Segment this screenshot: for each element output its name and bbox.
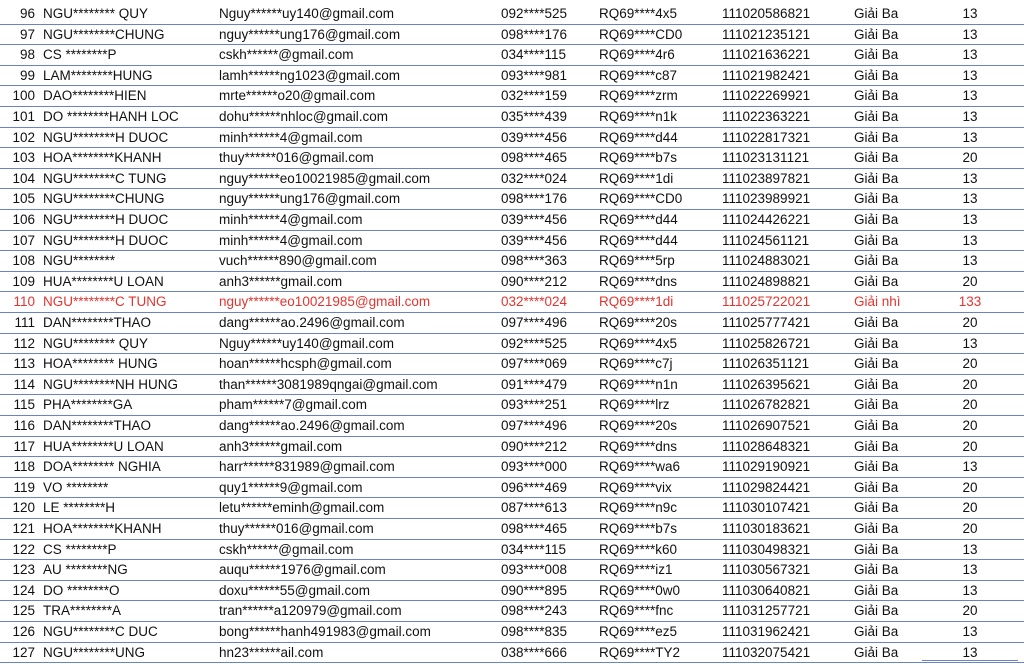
- table-row: [0, 457, 1024, 478]
- cell-phone: 039****456: [501, 212, 568, 227]
- cell-count: 13: [962, 170, 978, 186]
- cell-count: 133: [958, 294, 982, 310]
- table-row: [0, 292, 1024, 313]
- grid-line: [922, 660, 1018, 661]
- cell-name: VO ********: [43, 479, 109, 495]
- table-row: [0, 189, 1024, 210]
- cell-name: LAM********HUNG: [43, 67, 153, 83]
- cell-phone: 092****525: [501, 335, 568, 351]
- cell-phone: 039****456: [501, 232, 568, 248]
- cell-stt: 118: [13, 459, 35, 475]
- cell-email: minh******4@gmail.com: [219, 212, 363, 227]
- table-row: [0, 354, 1024, 375]
- cell-name: NGU******** QUY: [43, 6, 149, 21]
- cell-name: PHA********GA: [43, 397, 133, 413]
- cell-stt: 125: [12, 603, 35, 619]
- cell-phone: 096****469: [501, 479, 568, 495]
- cell-stt: 110: [13, 294, 35, 310]
- table-row: [0, 45, 1024, 66]
- cell-name: NGU********C TUNG: [43, 294, 167, 310]
- cell-name: NGU********H DUOC: [43, 212, 169, 227]
- cell-code: RQ69****b7s: [599, 150, 678, 166]
- cell-stt: 104: [12, 170, 35, 186]
- cell-transaction-id: 111023897821: [722, 170, 811, 186]
- table-row: [0, 66, 1024, 87]
- cell-code: RQ69****vix: [599, 479, 672, 495]
- cell-prize: Giải Ba: [854, 582, 899, 598]
- cell-code: RQ69****20s: [599, 315, 678, 330]
- cell-stt: 117: [13, 438, 35, 454]
- cell-count: 20: [962, 273, 978, 289]
- cell-prize: Giải Ba: [854, 315, 899, 330]
- cell-code: RQ69****n9c: [599, 500, 678, 516]
- cell-count: 13: [962, 67, 978, 83]
- cell-code: RQ69****fnc: [599, 603, 674, 619]
- cell-email: nguy******eo10021985@gmail.com: [219, 170, 431, 186]
- cell-phone: 093****981: [501, 67, 568, 83]
- cell-transaction-id: 111026351121: [722, 356, 810, 372]
- cell-email: thuy******016@gmail.com: [219, 521, 374, 536]
- cell-email: doxu******55@gmail.com: [219, 582, 371, 598]
- cell-phone: 093****000: [501, 459, 568, 475]
- cell-email: anh3******gmail.com: [219, 273, 343, 289]
- cell-phone: 098****176: [501, 26, 568, 42]
- cell-name: NGU********C DUC: [43, 624, 158, 639]
- cell-phone: 034****115: [501, 47, 567, 63]
- cell-stt: 121: [12, 521, 35, 536]
- cell-transaction-id: 111030183621: [722, 521, 811, 536]
- cell-name: NGU********H DUOC: [43, 232, 169, 248]
- cell-code: RQ69****4x5: [599, 6, 678, 21]
- cell-email: vuch******890@gmail.com: [219, 253, 377, 269]
- cell-email: minh******4@gmail.com: [219, 129, 363, 145]
- cell-transaction-id: 111022363221: [722, 109, 811, 124]
- cell-name: TRA********A: [43, 603, 122, 619]
- cell-code: RQ69****zrm: [599, 88, 678, 104]
- cell-count: 13: [962, 459, 978, 475]
- cell-count: 20: [962, 500, 978, 516]
- cell-phone: 091****479: [501, 376, 568, 392]
- cell-transaction-id: 111028648321: [722, 438, 811, 454]
- cell-name: DAN********THAO: [43, 315, 152, 330]
- cell-email: thuy******016@gmail.com: [219, 150, 374, 166]
- cell-phone: 038****666: [501, 644, 568, 660]
- cell-transaction-id: 111031257721: [722, 603, 811, 619]
- table-row: [0, 601, 1024, 622]
- cell-transaction-id: 111024898821: [722, 273, 811, 289]
- table-row: [0, 478, 1024, 499]
- table-row: [0, 25, 1024, 46]
- cell-count: 20: [962, 521, 978, 536]
- cell-count: 13: [962, 129, 978, 145]
- cell-phone: 035****439: [501, 109, 568, 124]
- cell-prize: Giải Ba: [854, 191, 899, 207]
- cell-stt: 124: [12, 582, 35, 598]
- cell-name: HUA********U LOAN: [43, 273, 164, 289]
- cell-count: 20: [962, 397, 978, 413]
- cell-stt: 107: [12, 232, 35, 248]
- cell-count: 13: [962, 624, 978, 639]
- cell-stt: 105: [12, 191, 35, 207]
- cell-name: HUA********U LOAN: [43, 438, 164, 454]
- cell-prize: Giải Ba: [854, 47, 899, 63]
- cell-code: RQ69****lrz: [599, 397, 670, 413]
- cell-prize: Giải Ba: [854, 438, 899, 454]
- cell-transaction-id: 111030498321: [722, 541, 811, 557]
- table-row: [0, 210, 1024, 231]
- cell-transaction-id: 111032075421: [722, 644, 811, 660]
- cell-stt: 120: [12, 500, 35, 516]
- cell-prize: Giải Ba: [854, 541, 899, 557]
- cell-email: tran******a120979@gmail.com: [219, 603, 402, 619]
- cell-name: AU ********NG: [43, 562, 128, 578]
- cell-name: HOA********KHANH: [43, 521, 162, 536]
- cell-email: nguy******eo10021985@gmail.com: [219, 294, 431, 310]
- table-row: [0, 560, 1024, 581]
- table-row: [0, 622, 1024, 643]
- table-row: [0, 416, 1024, 437]
- cell-prize: Giải Ba: [854, 644, 899, 660]
- cell-stt: 115: [13, 397, 35, 413]
- cell-stt: 102: [12, 129, 35, 145]
- cell-count: 13: [962, 644, 978, 660]
- cell-email: lamh******ng1023@gmail.com: [219, 67, 401, 83]
- cell-code: RQ69****b7s: [599, 521, 678, 536]
- table-row: [0, 395, 1024, 416]
- cell-phone: 039****456: [501, 129, 568, 145]
- cell-code: RQ69****k60: [599, 541, 678, 557]
- cell-prize: Giải Ba: [854, 356, 899, 372]
- cell-prize: Giải Ba: [854, 212, 899, 227]
- cell-email: nguy******ung176@gmail.com: [219, 26, 401, 42]
- cell-phone: 098****243: [501, 603, 568, 619]
- table-row: [0, 375, 1024, 396]
- cell-name: NGU********CHUNG: [43, 191, 165, 207]
- cell-email: quy1******9@gmail.com: [219, 479, 363, 495]
- cell-stt: 112: [13, 335, 35, 351]
- cell-stt: 99: [19, 67, 35, 83]
- cell-prize: Giải Ba: [854, 624, 899, 639]
- cell-phone: 092****525: [501, 6, 568, 21]
- cell-prize: Giải Ba: [854, 521, 899, 536]
- cell-phone: 032****024: [501, 170, 568, 186]
- table-row: [0, 519, 1024, 540]
- table-row: [0, 86, 1024, 107]
- cell-count: 20: [962, 376, 978, 392]
- cell-email: Nguy******uy140@gmail.com: [219, 335, 395, 351]
- cell-name: HOA******** HUNG: [43, 356, 158, 372]
- cell-name: DO ********O: [43, 582, 120, 598]
- cell-prize: Giải Ba: [854, 67, 899, 83]
- cell-phone: 098****835: [501, 624, 568, 639]
- table-row: [0, 498, 1024, 519]
- cell-code: RQ69****1di: [599, 294, 674, 310]
- cell-email: dohu******nhloc@gmail.com: [219, 109, 389, 124]
- cell-count: 20: [962, 418, 978, 433]
- cell-stt: 122: [12, 541, 35, 557]
- cell-email: harr******831989@gmail.com: [219, 459, 395, 475]
- cell-prize: Giải Ba: [854, 397, 899, 413]
- table-row: [0, 231, 1024, 252]
- cell-code: RQ69****ez5: [599, 624, 678, 639]
- cell-stt: 114: [13, 376, 35, 392]
- cell-count: 13: [962, 6, 978, 21]
- cell-count: 20: [962, 315, 978, 330]
- cell-name: CS ********P: [43, 47, 117, 63]
- cell-stt: 106: [12, 212, 35, 227]
- cell-count: 13: [962, 47, 978, 63]
- table-row: [0, 272, 1024, 293]
- cell-prize: Giải Ba: [854, 26, 899, 42]
- cell-email: hn23******ail.com: [219, 644, 324, 660]
- cell-count: 13: [962, 562, 978, 578]
- cell-transaction-id: 111031962421: [722, 624, 811, 639]
- cell-prize: Giải Ba: [854, 109, 899, 124]
- cell-transaction-id: 111029190921: [722, 459, 811, 475]
- cell-transaction-id: 111022817321: [722, 129, 811, 145]
- cell-transaction-id: 111020586821: [722, 6, 811, 21]
- cell-phone: 097****496: [501, 315, 568, 330]
- cell-count: 13: [962, 253, 978, 269]
- cell-code: RQ69****TY2: [599, 644, 681, 660]
- cell-transaction-id: 111030640821: [722, 582, 811, 598]
- cell-stt: 100: [12, 88, 35, 104]
- cell-code: RQ69****4r6: [599, 47, 675, 63]
- cell-email: pham******7@gmail.com: [219, 397, 368, 413]
- cell-email: auqu******1976@gmail.com: [219, 562, 386, 578]
- cell-email: than******3081989qngai@gmail.com: [219, 376, 438, 392]
- cell-phone: 090****212: [501, 273, 568, 289]
- cell-count: 13: [962, 26, 978, 42]
- cell-name: NGU********CHUNG: [43, 26, 165, 42]
- cell-phone: 098****465: [501, 150, 568, 166]
- cell-phone: 090****895: [501, 582, 568, 598]
- cell-email: anh3******gmail.com: [219, 438, 343, 454]
- cell-code: RQ69****d44: [599, 212, 678, 227]
- cell-count: 13: [962, 191, 978, 207]
- cell-prize: Giải Ba: [854, 418, 899, 433]
- cell-name: DAO********HIEN: [43, 88, 147, 104]
- cell-transaction-id: 111026907521: [722, 418, 811, 433]
- cell-transaction-id: 111025722021: [722, 294, 811, 310]
- cell-stt: 97: [19, 26, 35, 42]
- cell-email: cskh******@gmail.com: [219, 541, 354, 557]
- cell-email: nguy******ung176@gmail.com: [219, 191, 401, 207]
- table-row: [0, 313, 1024, 334]
- cell-prize: Giải Ba: [854, 150, 899, 166]
- cell-transaction-id: 111023989921: [722, 191, 811, 207]
- cell-prize: Giải Ba: [854, 335, 899, 351]
- cell-code: RQ69****c87: [599, 67, 678, 83]
- cell-count: 20: [962, 150, 978, 166]
- cell-transaction-id: 111025826721: [722, 335, 811, 351]
- cell-stt: 127: [12, 644, 35, 660]
- cell-name: NGU******** QUY: [43, 335, 149, 351]
- cell-phone: 087****613: [501, 500, 568, 516]
- cell-transaction-id: 111023131121: [722, 150, 810, 166]
- cell-email: letu******eminh@gmail.com: [219, 500, 385, 516]
- cell-phone: 032****159: [501, 88, 568, 104]
- cell-code: RQ69****iz1: [599, 562, 673, 578]
- cell-transaction-id: 111025777421: [722, 315, 811, 330]
- cell-email: Nguy******uy140@gmail.com: [219, 6, 395, 21]
- cell-name: DO ********HANH LOC: [43, 109, 179, 124]
- cell-transaction-id: 111021235121: [722, 26, 811, 42]
- cell-transaction-id: 111029824421: [722, 479, 811, 495]
- cell-prize: Giải Ba: [854, 376, 899, 392]
- cell-email: hoan******hcsph@gmail.com: [219, 356, 392, 372]
- cell-name: DAN********THAO: [43, 418, 152, 433]
- cell-prize: Giải Ba: [854, 459, 899, 475]
- cell-name: NGU********C TUNG: [43, 170, 167, 186]
- cell-stt: 98: [19, 47, 35, 63]
- cell-code: RQ69****d44: [599, 232, 678, 248]
- cell-name: NGU********NH HUNG: [43, 376, 179, 392]
- cell-count: 20: [962, 438, 978, 454]
- table-row: [0, 540, 1024, 561]
- cell-stt: 96: [19, 6, 35, 21]
- cell-count: 13: [962, 109, 978, 124]
- cell-prize: Giải Ba: [854, 6, 899, 21]
- cell-name: CS ********P: [43, 541, 117, 557]
- cell-code: RQ69****CD0: [599, 26, 683, 42]
- cell-count: 20: [962, 479, 978, 495]
- cell-phone: 090****212: [501, 438, 568, 454]
- cell-code: RQ69****n1k: [599, 109, 678, 124]
- cell-code: RQ69****CD0: [599, 191, 683, 207]
- table-row: [0, 128, 1024, 149]
- cell-code: RQ69****4x5: [599, 335, 678, 351]
- cell-count: 13: [962, 232, 978, 248]
- cell-stt: 108: [12, 253, 35, 269]
- cell-code: RQ69****dns: [599, 273, 678, 289]
- cell-email: cskh******@gmail.com: [219, 47, 354, 63]
- cell-code: RQ69****d44: [599, 129, 678, 145]
- cell-code: RQ69****20s: [599, 418, 678, 433]
- cell-transaction-id: 111026395621: [722, 376, 811, 392]
- cell-phone: 093****251: [501, 397, 568, 413]
- cell-prize: Giải Ba: [854, 603, 899, 619]
- cell-email: mrte******o20@gmail.com: [219, 88, 376, 104]
- cell-stt: 119: [13, 479, 35, 495]
- cell-stt: 101: [12, 109, 35, 124]
- cell-prize: Giải Ba: [854, 562, 899, 578]
- cell-code: RQ69****5rp: [599, 253, 675, 269]
- cell-phone: 093****008: [501, 562, 568, 578]
- cell-email: dang******ao.2496@gmail.com: [219, 418, 405, 433]
- cell-prize: Giải Ba: [854, 253, 899, 269]
- cell-phone: 097****069: [501, 356, 568, 372]
- table-row: [0, 581, 1024, 602]
- cell-name: NGU********: [43, 253, 116, 269]
- cell-count: 13: [962, 88, 978, 104]
- cell-count: 13: [962, 212, 978, 227]
- cell-name: NGU********H DUOC: [43, 129, 169, 145]
- table-row: [0, 251, 1024, 272]
- cell-prize: Giải Ba: [854, 232, 899, 248]
- cell-prize: Giải nhì: [854, 294, 901, 310]
- table-row: [0, 107, 1024, 128]
- cell-code: RQ69****wa6: [599, 459, 681, 475]
- cell-stt: 113: [13, 356, 35, 372]
- cell-code: RQ69****0w0: [599, 582, 681, 598]
- table-row: [0, 334, 1024, 355]
- cell-code: RQ69****1di: [599, 170, 674, 186]
- cell-stt: 126: [12, 624, 35, 639]
- cell-prize: Giải Ba: [854, 170, 899, 186]
- cell-phone: 098****176: [501, 191, 568, 207]
- cell-phone: 097****496: [501, 418, 568, 433]
- cell-count: 20: [962, 603, 978, 619]
- cell-count: 13: [962, 541, 978, 557]
- cell-transaction-id: 111024561121: [722, 232, 810, 248]
- cell-transaction-id: 111026782821: [722, 397, 811, 413]
- cell-code: RQ69****n1n: [599, 376, 678, 392]
- table-row: [0, 643, 1024, 664]
- cell-count: 13: [962, 335, 978, 351]
- cell-stt: 123: [12, 562, 35, 578]
- cell-transaction-id: 111030567321: [722, 562, 811, 578]
- cell-name: LE ********H: [43, 500, 116, 516]
- table-row: [0, 4, 1024, 25]
- cell-name: NGU********UNG: [43, 644, 146, 660]
- cell-transaction-id: 111024883021: [722, 253, 811, 269]
- cell-prize: Giải Ba: [854, 500, 899, 516]
- cell-stt: 111: [14, 315, 35, 330]
- cell-email: dang******ao.2496@gmail.com: [219, 315, 405, 330]
- cell-prize: Giải Ba: [854, 479, 899, 495]
- cell-phone: 098****465: [501, 521, 568, 536]
- cell-code: RQ69****c7j: [599, 356, 673, 372]
- cell-prize: Giải Ba: [854, 273, 899, 289]
- cell-transaction-id: 111024426221: [722, 212, 811, 227]
- cell-email: bong******hanh491983@gmail.com: [219, 624, 431, 639]
- cell-phone: 034****115: [501, 541, 567, 557]
- table-row: [0, 169, 1024, 190]
- cell-prize: Giải Ba: [854, 88, 899, 104]
- table-row: [0, 437, 1024, 458]
- cell-count: 13: [962, 582, 978, 598]
- cell-stt: 109: [12, 273, 35, 289]
- cell-transaction-id: 111022269921: [722, 88, 811, 104]
- cell-phone: 032****024: [501, 294, 568, 310]
- cell-prize: Giải Ba: [854, 129, 899, 145]
- cell-stt: 116: [13, 418, 35, 433]
- cell-phone: 098****363: [501, 253, 568, 269]
- cell-transaction-id: 111030107421: [722, 500, 811, 516]
- cell-code: RQ69****dns: [599, 438, 678, 454]
- cell-name: DOA******** NGHIA: [43, 459, 161, 475]
- cell-transaction-id: 111021636221: [722, 47, 811, 63]
- cell-count: 20: [962, 356, 978, 372]
- cell-stt: 103: [12, 150, 35, 166]
- table-row: [0, 148, 1024, 169]
- cell-transaction-id: 111021982421: [722, 67, 811, 83]
- cell-email: minh******4@gmail.com: [219, 232, 363, 248]
- cell-name: HOA********KHANH: [43, 150, 162, 166]
